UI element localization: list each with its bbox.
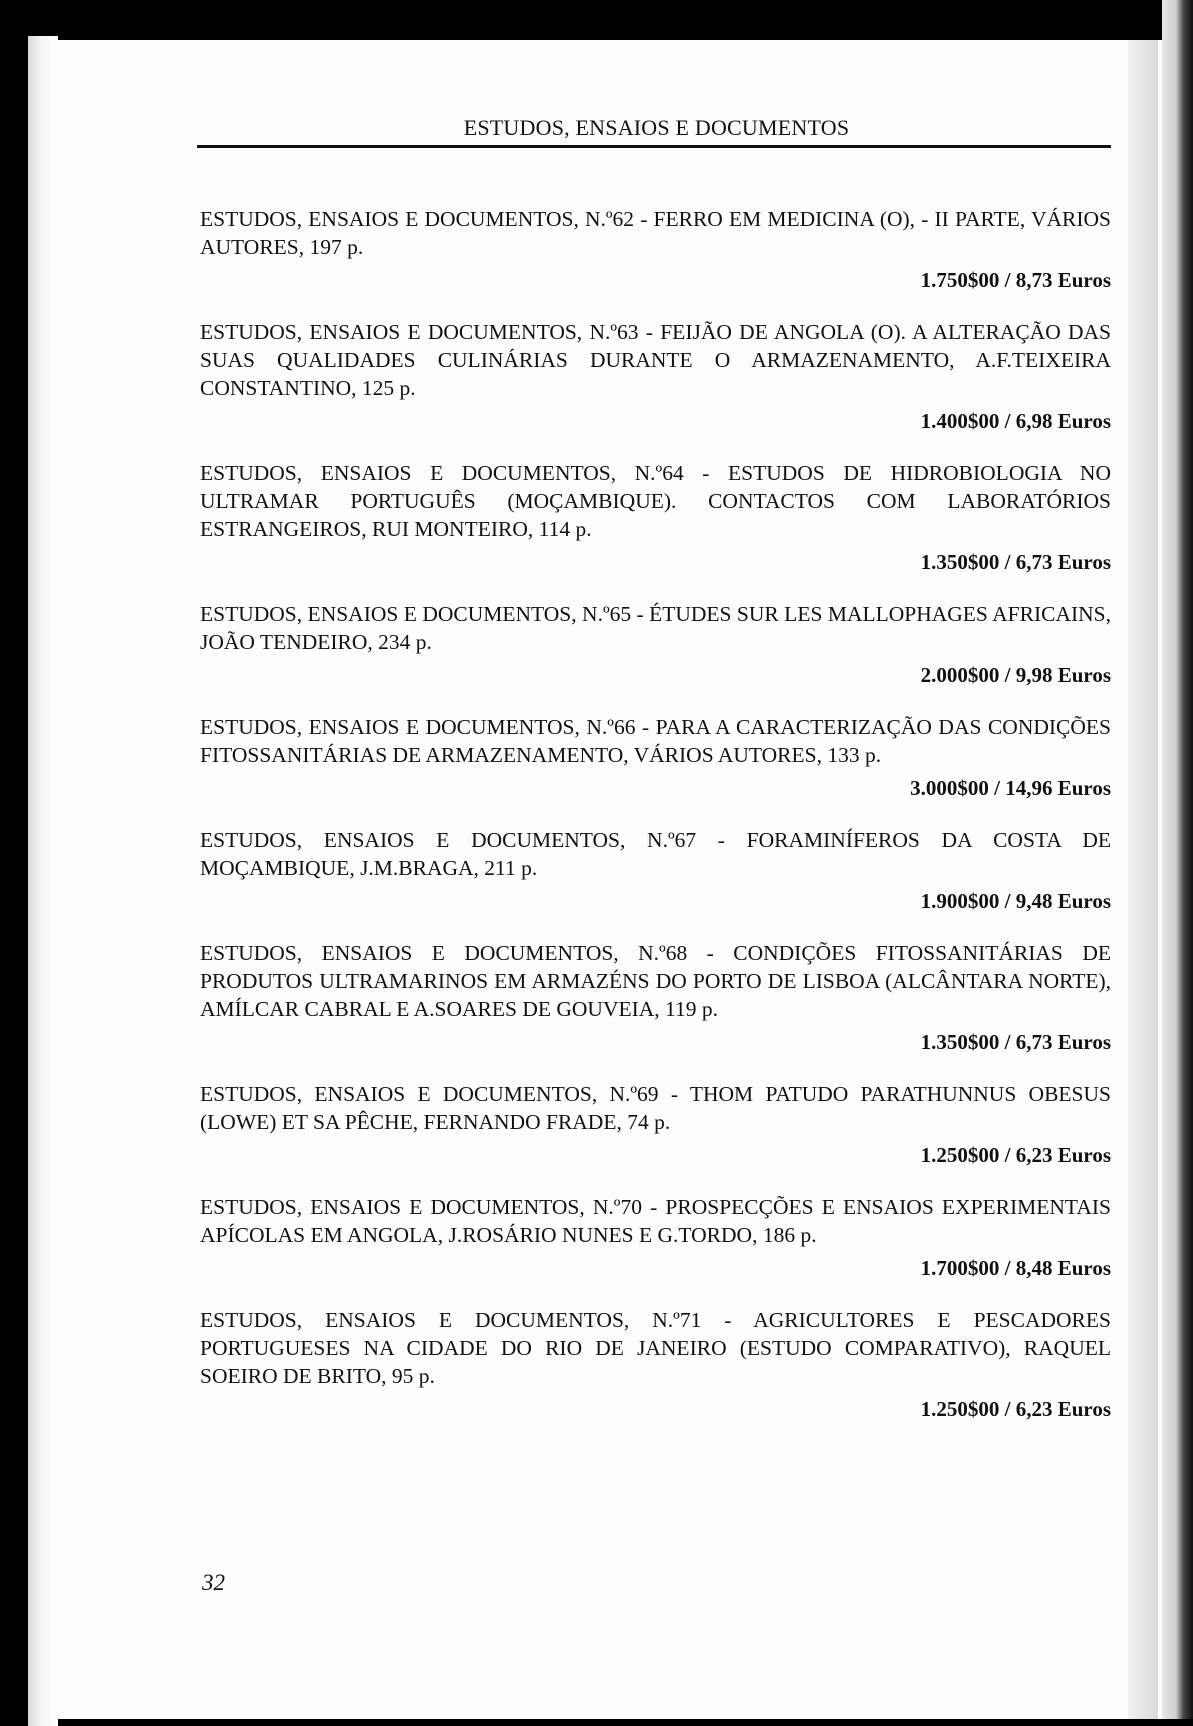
entry-price: 2.000$00 / 9,98 Euros	[920, 663, 1111, 687]
entry-price: 1.350$00 / 6,73 Euros	[920, 1030, 1111, 1054]
entry-price: 1.700$00 / 8,48 Euros	[920, 1256, 1111, 1280]
catalog-entry	[200, 205, 1111, 294]
entry-price: 1.250$00 / 6,23 Euros	[920, 1397, 1111, 1421]
entry-price: 3.000$00 / 14,96 Euros	[910, 776, 1111, 800]
running-header: ESTUDOS, ENSAIOS E DOCUMENTOS	[463, 115, 850, 140]
entry-description: ESTUDOS, ENSAIOS E DOCUMENTOS, N.º71 - AGRICULTORES E PESCADORES PORTUGUESES NA CIDADE DO RIO DE JANEIRO (ESTUDO COMPARATIVO), RAQUEL SOEIRO DE BRITO, 95 p.	[200, 1308, 1111, 1388]
header-rule	[197, 145, 1111, 148]
entry-price: 1.750$00 / 8,73 Euros	[920, 268, 1111, 292]
entry-description: ESTUDOS, ENSAIOS E DOCUMENTOS, N.º67 - FORAMINÍFEROS DA COSTA DE MOÇAMBIQUE, J.M.BRAGA, 211 p.	[200, 828, 1111, 880]
scan-border-right	[1162, 0, 1193, 1719]
entry-description: ESTUDOS, ENSAIOS E DOCUMENTOS, N.º64 - ESTUDOS DE HIDROBIOLOGIA NO ULTRAMAR PORTUGUÊS (MOÇAMBIQUE). CONTACTOS COM LABORATÓRIOS ESTRANGEIROS, RUI MONTEIRO, 114 p.	[200, 461, 1111, 541]
entry-price: 1.350$00 / 6,73 Euros	[920, 550, 1111, 574]
entry-description: ESTUDOS, ENSAIOS E DOCUMENTOS, N.º68 - CONDIÇÕES FITOSSANITÁRIAS DE PRODUTOS ULTRAMARINOS EM ARMAZÉNS DO PORTO DE LISBOA (ALCÂNTARA NORTE), AMÍLCAR CABRAL E A.SOARES DE GOUVEIA, 119 p.	[200, 941, 1111, 1021]
catalog-entry	[200, 1193, 1111, 1282]
page-number: 32	[202, 1570, 225, 1595]
entry-description: ESTUDOS, ENSAIOS E DOCUMENTOS, N.º62 - FERRO EM MEDICINA (O), - II PARTE, VÁRIOS AUTORES, 197 p.	[200, 207, 1111, 259]
catalog-entry	[200, 713, 1111, 802]
page-stack-edge-right	[1128, 40, 1158, 1719]
catalog-entry	[200, 826, 1111, 915]
entry-description: ESTUDOS, ENSAIOS E DOCUMENTOS, N.º63 - FEIJÃO DE ANGOLA (O). A ALTERAÇÃO DAS SUAS QUALIDADES CULINÁRIAS DURANTE O ARMAZENAMENTO, A.F.TEIXEIRA CONSTANTINO, 125 p.	[200, 320, 1111, 400]
catalog-entry	[200, 1080, 1111, 1169]
entry-description: ESTUDOS, ENSAIOS E DOCUMENTOS, N.º66 - PARA A CARACTERIZAÇÃO DAS CONDIÇÕES FITOSSANITÁRIAS DE ARMAZENAMENTO, VÁRIOS AUTORES, 133 p.	[200, 715, 1111, 767]
entry-price: 1.250$00 / 6,23 Euros	[920, 1143, 1111, 1167]
entry-description: ESTUDOS, ENSAIOS E DOCUMENTOS, N.º65 - ÉTUDES SUR LES MALLOPHAGES AFRICAINS, JOÃO TENDEIRO, 234 p.	[200, 602, 1111, 654]
catalog-entry	[200, 459, 1111, 576]
entry-description: ESTUDOS, ENSAIOS E DOCUMENTOS, N.º69 - THOM PATUDO PARATHUNNUS OBESUS (LOWE) ET SA PÊCHE, FERNANDO FRADE, 74 p.	[200, 1082, 1111, 1134]
catalog-entry	[200, 318, 1111, 435]
entry-price: 1.400$00 / 6,98 Euros	[920, 409, 1111, 433]
entry-description: ESTUDOS, ENSAIOS E DOCUMENTOS, N.º70 - PROSPECÇÕES E ENSAIOS EXPERIMENTAIS APÍCOLAS EM ANGOLA, J.ROSÁRIO NUNES E G.TORDO, 186 p.	[200, 1195, 1111, 1247]
catalog-entry	[200, 939, 1111, 1056]
entry-price: 1.900$00 / 9,48 Euros	[920, 889, 1111, 913]
catalog-entry	[200, 1306, 1111, 1423]
catalog-entry	[200, 600, 1111, 689]
catalog-entries	[200, 205, 1111, 1447]
